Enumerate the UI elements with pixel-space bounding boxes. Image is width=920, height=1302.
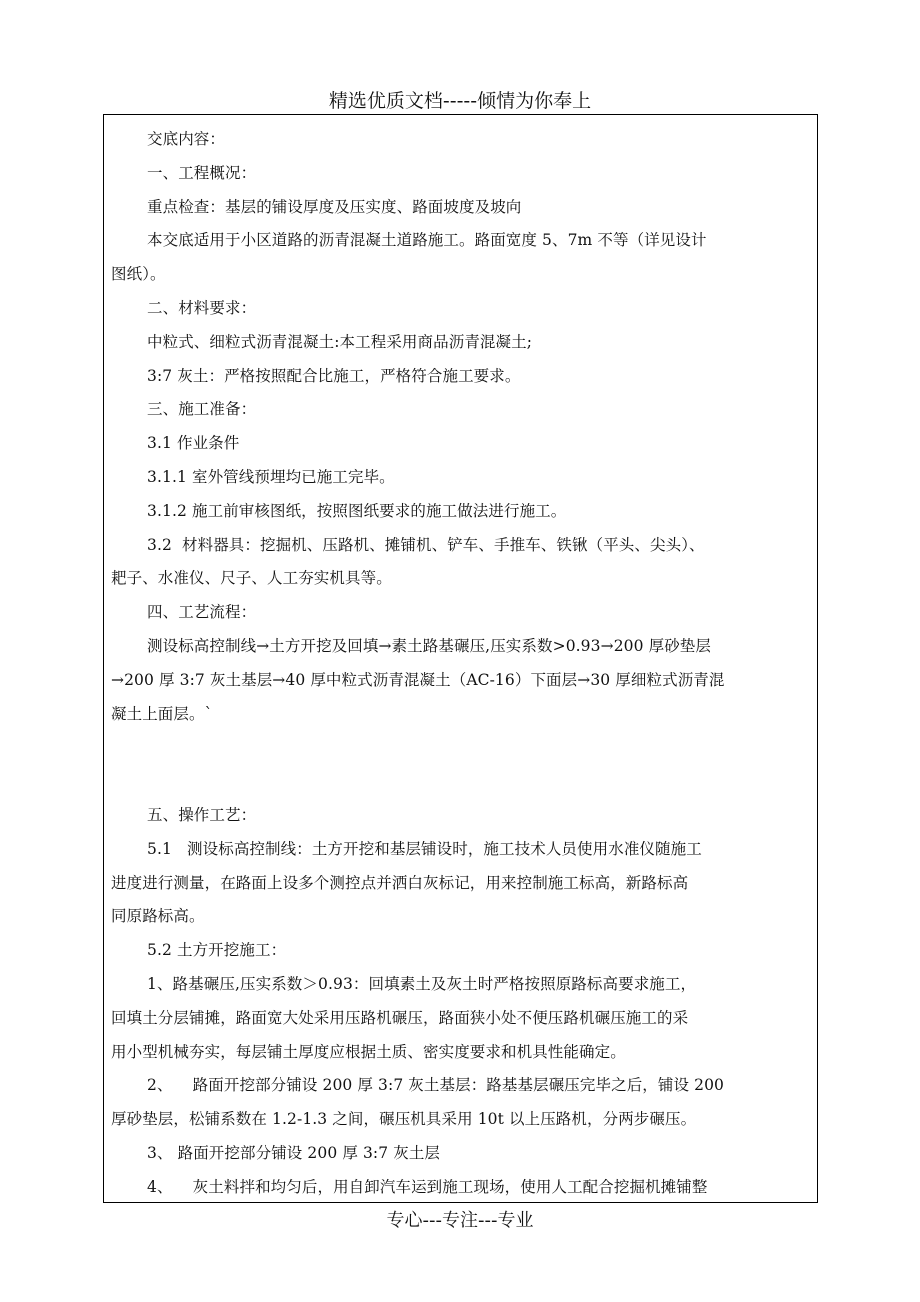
text-line: 图纸）。 [111, 265, 166, 284]
text-line: 中粒式、细粒式沥青混凝土:本工程采用商品沥青混凝土; [147, 332, 533, 351]
text-line: 同原路标高。 [111, 907, 205, 926]
text-line: 1、路基碾压,压实系数＞0.93：回填素土及灰土时严格按照原路标高要求施工， [147, 974, 697, 993]
page-header: 精选优质文档-----倾情为你奉上 [328, 90, 592, 112]
text-line: 本交底适用于小区道路的沥青混凝土道路施工。路面宽度 5、7m 不等（详见设计 [147, 231, 707, 250]
content-table-cell [103, 114, 818, 1203]
text-line: 测设标高控制线→土方开挖及回填→素土路基碾压,压实系数>0.93→200 厚砂垫层 [147, 636, 712, 655]
text-line: 3.2 材料器具：挖掘机、压路机、摊铺机、铲车、手推车、铁锹（平头、尖头）、 [147, 535, 705, 554]
text-line: 耙子、水准仪、尺子、人工夯实机具等。 [111, 569, 392, 588]
text-line: 3.1.2 施工前审核图纸，按照图纸要求的施工做法进行施工。 [147, 501, 567, 520]
text-line: →200 厚 3:7 灰土基层→40 厚中粒式沥青混凝土（AC-16）下面层→30 厚细粒式沥青混 [111, 670, 725, 689]
text-line: 3、 路面开挖部分铺设 200 厚 3:7 灰土层 [147, 1143, 441, 1162]
text-line: 2、 路面开挖部分铺设 200 厚 3:7 灰土基层：路基基层碾压完毕之后，铺设 200 [147, 1076, 725, 1095]
text-line: 交底内容： [147, 130, 226, 148]
text-line: 3.1 作业条件 [147, 434, 240, 453]
text-line: 四、工艺流程： [147, 603, 257, 622]
text-line: 重点检查：基层的铺设厚度及压实度、路面坡度及坡向 [147, 197, 522, 216]
text-line: 三、施工准备： [147, 400, 257, 419]
text-line: 二、材料要求： [147, 298, 257, 317]
blank-line [111, 731, 817, 765]
page-footer: 专心---专注---专业 [386, 1210, 534, 1231]
text-line: 进度进行测量，在路面上设多个测控点并洒白灰标记，用来控制施工标高，新路标高 [111, 873, 689, 892]
text-line: 一、工程概况： [147, 163, 257, 182]
text-line: 3:7 灰土：严格按照配合比施工，严格符合施工要求。 [147, 366, 521, 385]
text-line: 凝土上面层。` [111, 704, 213, 723]
blank-line [111, 765, 817, 799]
text-line: 4、 灰土料拌和均匀后，用自卸汽车运到施工现场，使用人工配合挖掘机摊铺整 [147, 1177, 708, 1196]
text-line: 3.1.1 室外管线预埋均已施工完毕。 [147, 467, 395, 486]
text-line: 5.1 测设标高控制线：土方开挖和基层铺设时，施工技术人员使用水准仪随施工 [147, 839, 702, 858]
text-line: 用小型机械夯实，每层铺土厚度应根据土质、密实度要求和机具性能确定。 [111, 1042, 626, 1061]
text-line: 厚砂垫层，松铺系数在 1.2-1.3 之间，碾压机具采用 10t 以上压路机，分两步碾压。 [111, 1110, 697, 1129]
text-line: 回填土分层铺摊，路面宽大处采用压路机碾压，路面狭小处不便压路机碾压施工的采 [111, 1008, 689, 1027]
text-line: 五、操作工艺： [147, 805, 257, 824]
document-body [111, 123, 817, 1205]
text-line: 5.2 土方开挖施工： [147, 941, 287, 960]
